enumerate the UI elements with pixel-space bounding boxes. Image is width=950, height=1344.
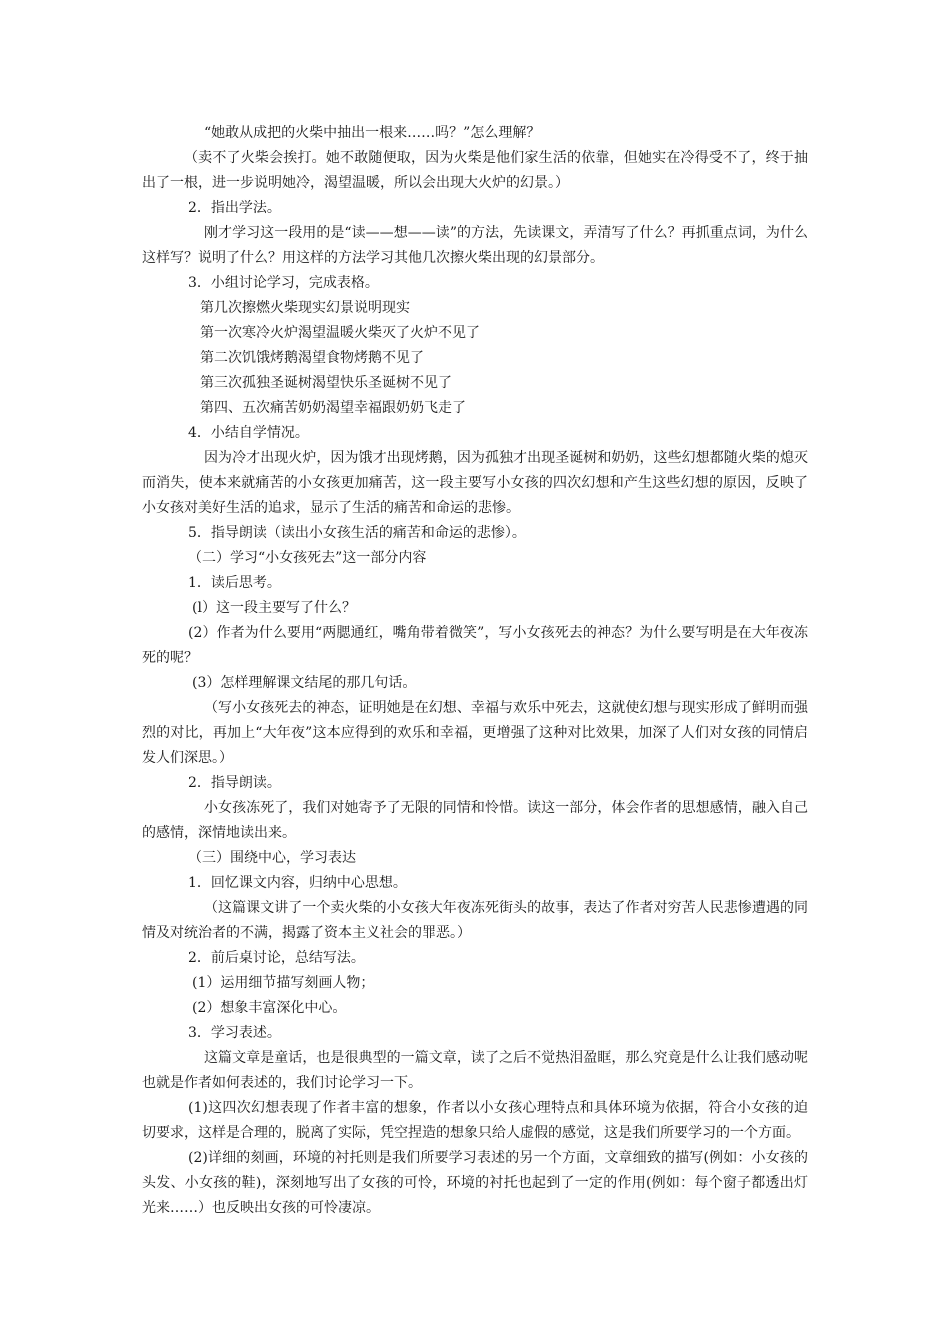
table-row-3: 第三次孤独圣诞树渴望快乐圣诞树不见了 bbox=[200, 375, 452, 391]
heading-summary: 4．小结自学情况。 bbox=[188, 425, 309, 441]
table-header-line: 第几次擦燃火柴现实幻景说明现实 bbox=[200, 300, 410, 316]
paragraph-answer-1: （卖不了火柴会挨打。她不敢随便取，因为火柴是他们家生活的依靠，但她实在冷得受不了，终于抽出了一根，进一步说明她冷，渴望温暖，所以会出现大火炉的幻景。） bbox=[142, 150, 808, 191]
table-row-2: 第二次饥饿烤鹅渴望食物烤鹅不见了 bbox=[200, 350, 424, 366]
heading-group-discussion: 3．小组讨论学习，完成表格。 bbox=[188, 275, 379, 291]
paragraph-study-method: 刚才学习这一段用的是“读——想——读”的方法，先读课文，弄清写了什么？再抓重点词，为什么这样写？说明了什么？用这样的方法学习其他几次擦火柴出现的幻景部分。 bbox=[142, 225, 808, 266]
question-3: (3）怎样理解课文结尾的那几句话。 bbox=[192, 675, 417, 691]
section-heading-3: （三）围绕中心，学习表达 bbox=[188, 850, 356, 866]
paragraph-summary: 因为冷才出现火炉，因为饿才出现烤鹅，因为孤独才出现圣诞树和奶奶，这些幻想都随火柴的熄灭而消失，使本来就痛苦的小女孩更加痛苦，这一段主要写小女孩的四次幻想和产生这些幻想的原因，反映了小女孩对美好生活的追求，显示了生活的痛苦和命运的悲惨。 bbox=[142, 450, 808, 516]
paragraph-point-2: (2)详细的刻画，环境的衬托则是我们所要学习表述的另一个方面，文章细致的描写(例如：小女孩的头发、小女孩的鞋)，深刻地写出了女孩的可怜，环境的衬托也起到了一定的作用(例如：每个窗子都透出灯光来……）也反映出女孩的可怜凄凉。 bbox=[142, 1150, 808, 1216]
paragraph-reading: 小女孩冻死了，我们对她寄予了无限的同情和怜惜。读这一部分，体会作者的思想感情，融入自己的感情，深情地读出来。 bbox=[142, 800, 808, 841]
question-2: (2）作者为什么要用“两腮通红，嘴角带着微笑”，写小女孩死去的神态？为什么要写明是在大年夜冻死的呢？ bbox=[142, 625, 808, 666]
method-2: (2）想象丰富深化中心。 bbox=[192, 1000, 347, 1016]
paragraph-expression: 这篇文章是童话，也是很典型的一篇文章，读了之后不觉热泪盈眶，那么究竟是什么让我们感动呢也就是作者如何表述的，我们讨论学习一下。 bbox=[142, 1050, 808, 1091]
paragraph-quote-question: “她敢从成把的火柴中抽出一根来……吗？”怎么理解？ bbox=[204, 125, 541, 141]
section-heading-2: （二）学习“小女孩死去”这一部分内容 bbox=[188, 550, 427, 566]
question-1: (l）这一段主要写了什么？ bbox=[192, 600, 356, 616]
heading-guided-reading-2: 2．指导朗读。 bbox=[188, 775, 281, 791]
document-body bbox=[142, 121, 808, 1221]
paragraph-point-1: (1)这四次幻想表现了作者丰富的想象，作者以小女孩心理特点和具体环境为依据，符合小女孩的迫切要求，这样是合理的，脱离了实际，凭空捏造的想象只给人虚假的感觉，这是我们所要学习的一个方面。 bbox=[142, 1100, 808, 1141]
method-1: (1）运用细节描写刻画人物； bbox=[192, 975, 375, 991]
table-row-4: 第四、五次痛苦奶奶渴望幸福跟奶奶飞走了 bbox=[200, 400, 466, 416]
heading-read-think: 1．读后思考。 bbox=[188, 575, 281, 591]
heading-expression: 3．学习表述。 bbox=[188, 1025, 281, 1041]
heading-writing-method: 2．前后桌讨论，总结写法。 bbox=[188, 950, 365, 966]
heading-recall: 1．回忆课文内容，归纳中心思想。 bbox=[188, 875, 407, 891]
paragraph-central-idea: （这篇课文讲了一个卖火柴的小女孩大年夜冻死街头的故事，表达了作者对穷苦人民悲惨遭遇的同情及对统治者的不满，揭露了资本主义社会的罪恶。） bbox=[142, 900, 808, 941]
heading-guided-reading: 5．指导朗读（读出小女孩生活的痛苦和命运的悲惨）。 bbox=[188, 525, 526, 541]
heading-study-method: 2．指出学法。 bbox=[188, 200, 281, 216]
table-row-1: 第一次寒冷火炉渴望温暖火柴灭了火炉不见了 bbox=[200, 325, 480, 341]
paragraph-answer-2: （写小女孩死去的神态，证明她是在幻想、幸福与欢乐中死去，这就使幻想与现实形成了鲜明而强烈的对比，再加上“大年夜”这本应得到的欢乐和幸福，更增强了这种对比效果，加深了人们对女孩的同情启发人们深思。） bbox=[142, 700, 808, 766]
